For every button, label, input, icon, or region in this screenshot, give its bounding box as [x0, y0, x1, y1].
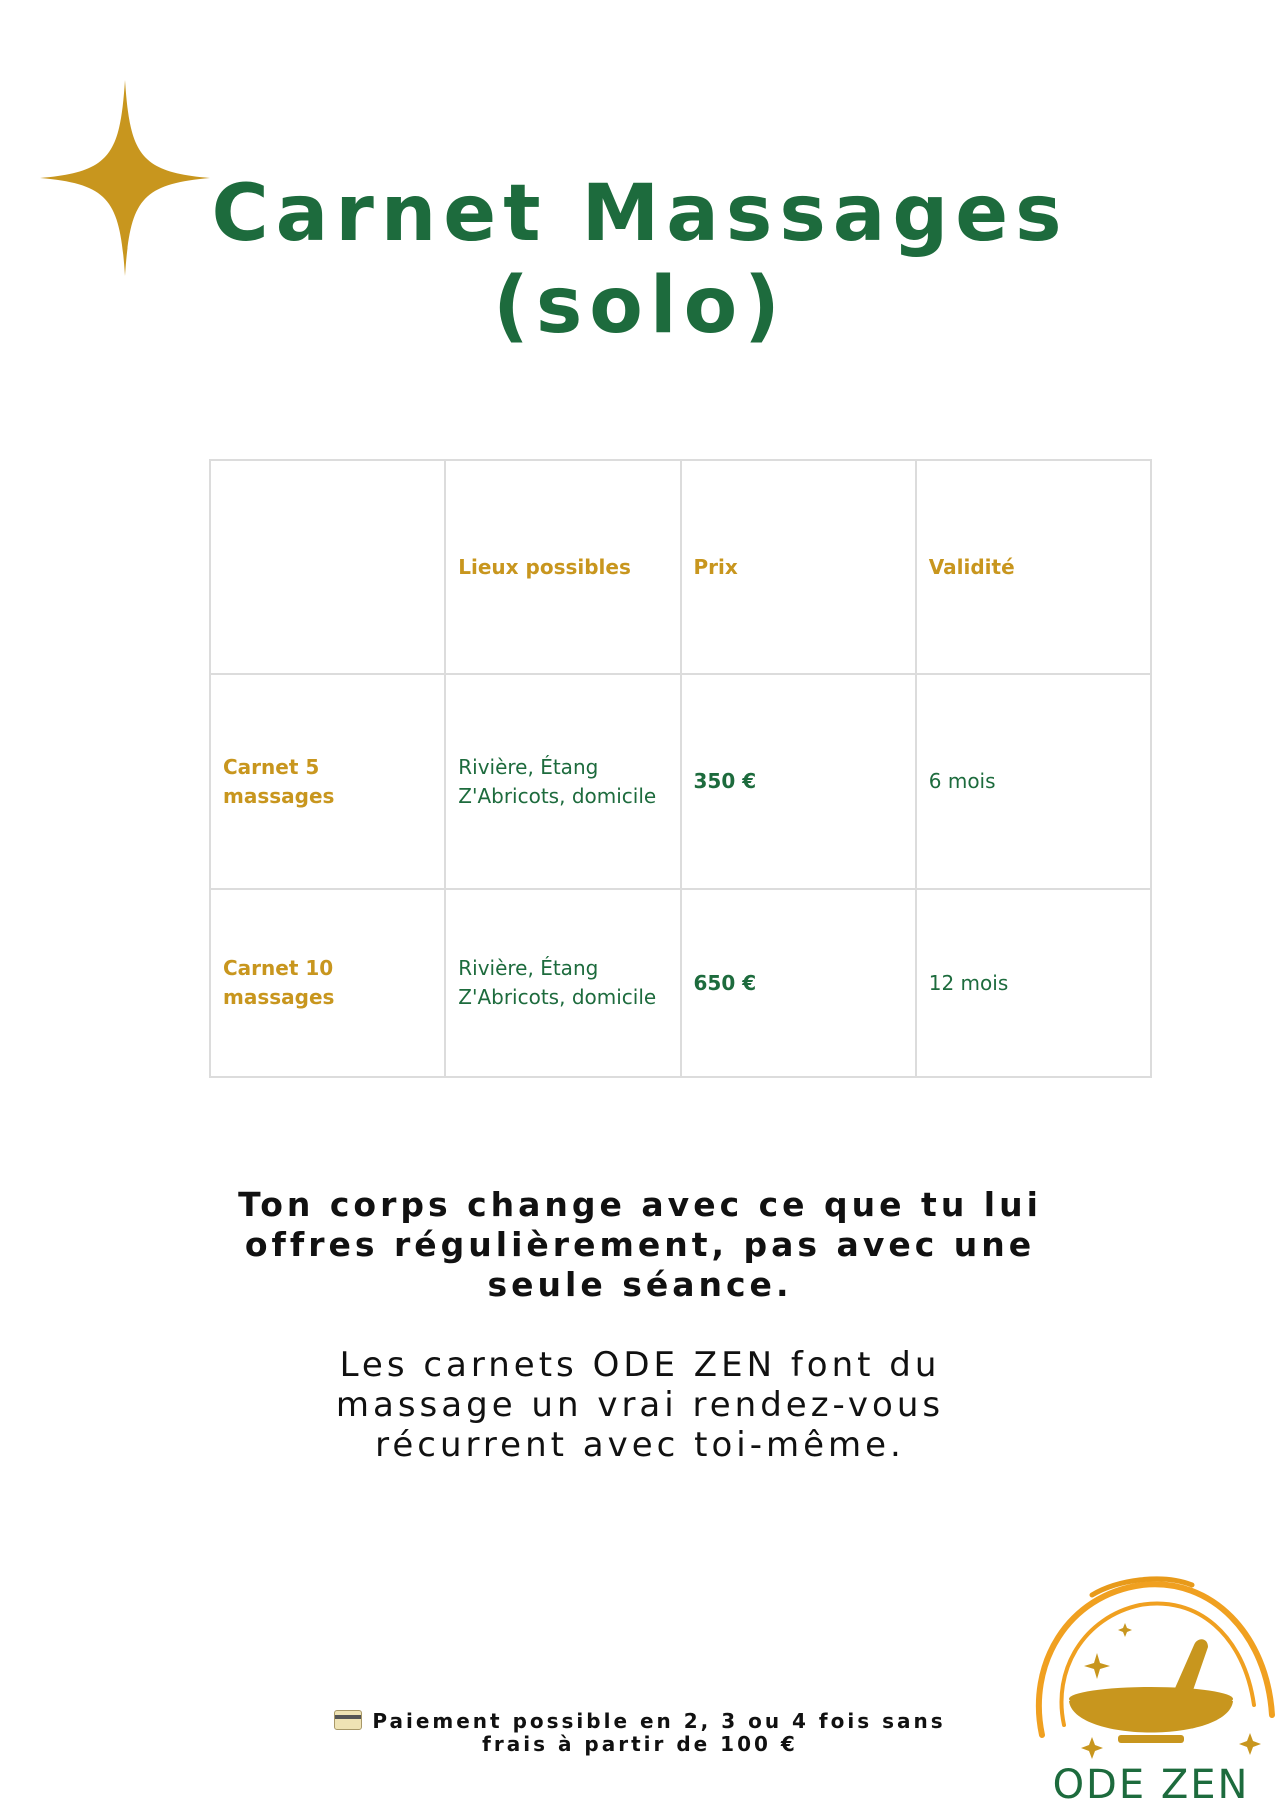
- description-line-1: Les carnets ODE ZEN font du: [339, 1345, 941, 1385]
- logo-text: ODE ZEN: [1052, 1762, 1250, 1808]
- tagline-line-2: offres régulièrement, pas avec une: [244, 1225, 1036, 1264]
- lieux-line-1: Rivière, Étang: [458, 956, 599, 980]
- payment-note: [330, 1710, 950, 1756]
- table-row: [210, 674, 1151, 889]
- row-validite-cell: 6 mois: [916, 674, 1151, 889]
- page-title: [0, 168, 1280, 352]
- row-name-cell: [210, 889, 445, 1077]
- payment-line-2: frais à partir de 100 €: [482, 1732, 798, 1756]
- row-name-line-1: Carnet 10: [223, 956, 334, 980]
- payment-text-1: Paiement possible en 2, 3 ou 4 fois sans: [372, 1709, 946, 1733]
- tagline-line-3: seule séance.: [487, 1265, 793, 1304]
- header-cell-lieux: Lieux possibles: [445, 460, 680, 674]
- row-lieux-cell: [445, 674, 680, 889]
- row-prix-cell: 350 €: [681, 674, 916, 889]
- title-line-2: (solo): [493, 261, 787, 351]
- description-line-3: récurrent avec toi-même.: [375, 1425, 905, 1465]
- tagline-line-1: Ton corps change avec ce que tu lui: [238, 1185, 1042, 1224]
- tagline: [0, 1185, 1280, 1305]
- payment-line-1: [330, 1710, 950, 1733]
- row-validite-cell: 12 mois: [916, 889, 1151, 1077]
- row-prix-cell: 650 €: [681, 889, 916, 1077]
- header-cell-prix: Prix: [681, 460, 916, 674]
- description-text: [0, 1345, 1280, 1465]
- table-header-row: [210, 460, 1151, 674]
- lieux-line-1: Rivière, Étang: [458, 754, 599, 779]
- singing-bowl-icon: [1022, 1575, 1280, 1765]
- lieux-line-2: Z'Abricots, domicile: [458, 783, 657, 808]
- header-cell-empty: [210, 460, 445, 674]
- row-name-cell: Carnet 5 massages: [210, 674, 445, 889]
- header-cell-validite: Validité: [916, 460, 1151, 674]
- table-row: [210, 889, 1151, 1077]
- title-line-1: Carnet Massages: [211, 169, 1069, 259]
- row-name-line-2: massages: [223, 985, 335, 1009]
- credit-card-icon: [334, 1710, 362, 1730]
- description-line-2: massage un vrai rendez-vous: [335, 1385, 945, 1425]
- row-lieux-cell: [445, 889, 680, 1077]
- pricing-table: [209, 459, 1152, 1078]
- lieux-line-2: Z'Abricots, domicile: [458, 985, 657, 1009]
